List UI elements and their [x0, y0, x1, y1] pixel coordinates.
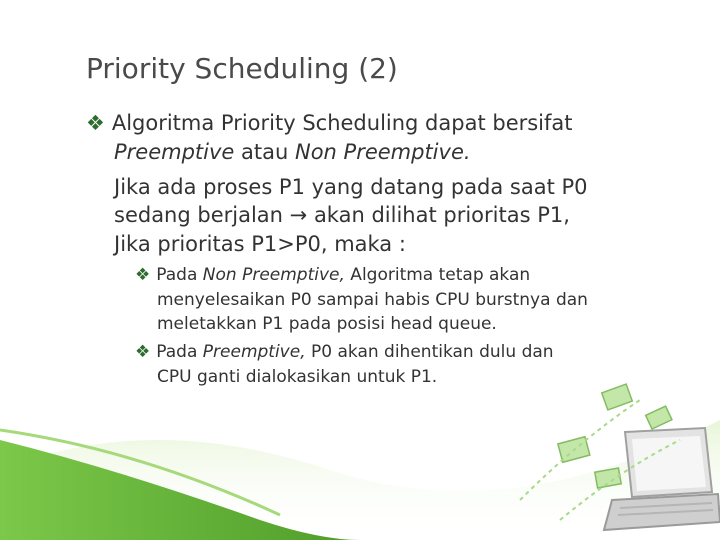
sub-bullet-2-cont-1: CPU ganti dialokasikan untuk P1. — [157, 367, 438, 387]
diamond-bullet-icon: ❖ — [135, 342, 151, 362]
sub-bullet-1-cont-1: menyelesaikan P0 sampai habis CPU burstnya dan — [157, 290, 588, 310]
sub-bullet-text: Pada — [156, 265, 203, 285]
sub-bullet-1-cont-2: meletakkan P1 pada posisi head queue. — [157, 314, 497, 334]
page-title: Priority Scheduling (2) — [86, 52, 398, 85]
diamond-bullet-icon: ❖ — [86, 111, 105, 135]
main-bullet-line-3 — [114, 175, 588, 199]
sub-bullet-text: Algoritma tetap akan — [344, 265, 531, 285]
connector-text: atau — [234, 140, 295, 164]
preemptive-term: Preemptive, — [202, 342, 306, 362]
sub-bullet-text: Pada — [156, 342, 203, 362]
main-bullet-text: Jika prioritas P1>P0, maka : — [114, 232, 406, 256]
non-preemptive-term: Non Preemptive. — [294, 140, 471, 164]
main-bullet-text: akan dilihat prioritas P1, — [307, 203, 570, 227]
sub-bullet-text: P0 akan dihentikan dulu dan — [305, 342, 554, 362]
sub-bullet-2 — [135, 342, 554, 362]
main-bullet-text: Algoritma Priority Scheduling dapat bersifat — [111, 111, 573, 135]
main-bullet-text: Jika ada proses P1 yang datang pada saat P0 — [114, 175, 588, 199]
non-preemptive-term: Non Preemptive, — [202, 265, 345, 285]
main-bullet-text: sedang berjalan — [114, 203, 290, 227]
preemptive-term: Preemptive — [114, 140, 235, 164]
sub-bullet-1 — [135, 265, 530, 285]
main-bullet-line-4 — [114, 203, 570, 227]
main-bullet-line-1 — [86, 111, 573, 135]
main-bullet-line-5 — [114, 232, 406, 256]
main-bullet-line-2 — [114, 140, 471, 164]
arrow-right-icon: → — [289, 203, 308, 227]
diamond-bullet-icon: ❖ — [135, 265, 151, 285]
